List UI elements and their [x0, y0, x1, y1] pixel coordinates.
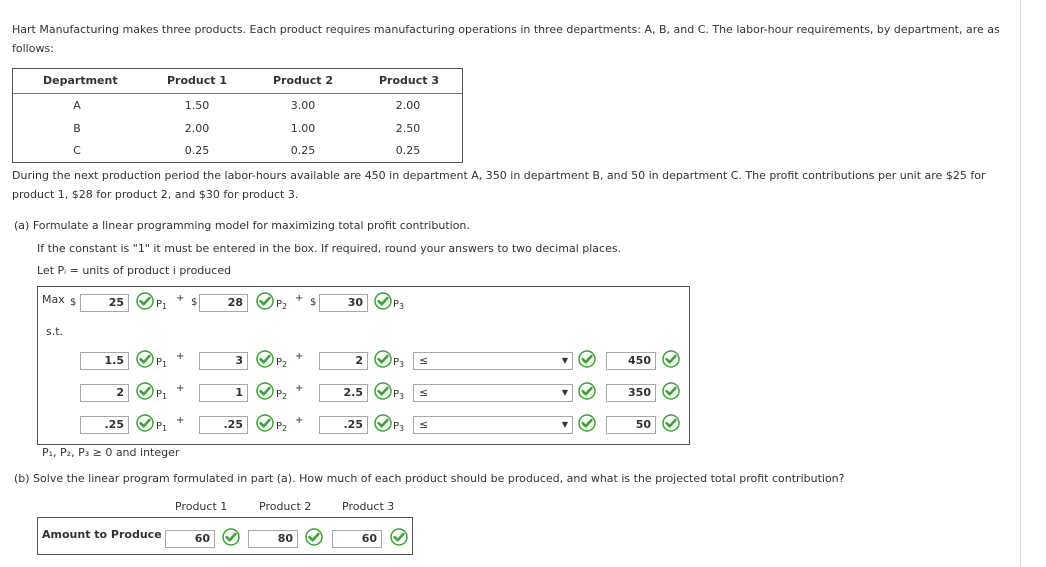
var-p2: $P_2$ [276, 389, 288, 401]
right-border [1020, 0, 1021, 567]
check-icon [578, 382, 596, 400]
var-p3: $P_3$ [393, 389, 405, 401]
plus-sign: + [295, 293, 304, 304]
header-product-2: Product 2 [259, 500, 312, 513]
var-p1: $P_1$ [156, 421, 168, 433]
objective-coef-p1[interactable]: 25 [80, 294, 129, 312]
check-icon [136, 292, 154, 310]
check-icon [136, 382, 154, 400]
plus-sign: + [295, 383, 304, 394]
check-icon [662, 350, 680, 368]
table-cell: 1.50 [184, 99, 210, 112]
plus-sign: + [176, 415, 185, 426]
check-icon [578, 414, 596, 432]
var-p1: $P_1$ [156, 299, 168, 311]
check-icon [390, 528, 408, 546]
chevron-down-icon: ▼ [561, 420, 568, 429]
part-a-instruction: If the constant is "1" it must be entered in the box. If required, round your answers to two decimal places. [37, 242, 622, 255]
constraint-1-coef-p1[interactable]: 1.5 [80, 352, 129, 370]
constraint-1-coef-p2[interactable]: 3 [199, 352, 248, 370]
table-cell: 1.00 [290, 122, 316, 135]
header-product-1: Product 1 [167, 74, 228, 87]
nonnegativity-constraint: P₁, P₂, P₃ ≥ 0 and integer [42, 446, 180, 459]
st-label: s.t. [46, 325, 64, 338]
check-icon [256, 382, 274, 400]
plus-sign: + [176, 293, 185, 304]
max-label: Max [42, 293, 65, 306]
constraint-2-rhs[interactable]: 350 [606, 384, 656, 402]
currency-sign: $ [191, 297, 198, 308]
var-p2: $P_2$ [276, 421, 288, 433]
intro-text: Hart Manufacturing makes three products. Each product requires manufacturing operations in three departments: A, B, and C. The labor-hour requirements, by department, are as follows: [12, 23, 1000, 55]
variable-definition: Let Pᵢ = units of product i produced [37, 264, 232, 277]
plus-sign: + [176, 351, 185, 362]
amount-product-2[interactable]: 80 [248, 530, 298, 548]
var-p3: $P_3$ [393, 421, 405, 433]
objective-coef-p3[interactable]: 30 [319, 294, 368, 312]
dept-c: C [73, 144, 81, 157]
chevron-down-icon: ▼ [561, 356, 568, 365]
plus-sign: + [295, 351, 304, 362]
check-icon [256, 414, 274, 432]
constraint-1-coef-p3[interactable]: 2 [319, 352, 368, 370]
table-cell: 0.25 [290, 144, 316, 157]
table-cell: 3.00 [290, 99, 316, 112]
dept-a: A [73, 99, 81, 112]
constraint-2-coef-p3[interactable]: 2.5 [319, 384, 368, 402]
check-icon [662, 382, 680, 400]
selected-relation: ≤ [419, 418, 429, 431]
problem-text: During the next production period the labor-hours available are 450 in department A, 350 in department B, and 50 in department C. The profit contributions per unit are $25 for product 1, $28 for product 2, and $30 for product 3. [12, 169, 986, 201]
constraint-2-coef-p2[interactable]: 1 [199, 384, 248, 402]
constraint-3-coef-p3[interactable]: .25 [319, 416, 368, 434]
var-p1: $P_1$ [156, 389, 168, 401]
check-icon [578, 350, 596, 368]
check-icon [374, 350, 392, 368]
header-department: Department [43, 74, 118, 87]
currency-sign: $ [70, 297, 77, 308]
labor-hours-table [12, 68, 463, 163]
constraint-1-rhs[interactable]: 450 [606, 352, 656, 370]
check-icon [256, 292, 274, 310]
table-cell: 2.50 [395, 122, 421, 135]
part-b-title: (b) Solve the linear program formulated in part (a). How much of each product should be produced, and what is the projected total profit contribution? [14, 472, 845, 485]
constraint-2-relation-select[interactable] [413, 384, 573, 402]
currency-sign: $ [310, 297, 317, 308]
constraint-3-rhs[interactable]: 50 [606, 416, 656, 434]
var-p3: $P_3$ [393, 357, 405, 369]
part-a-title: (a) Formulate a linear programming model for maximizing total profit contribution. [14, 219, 470, 232]
check-icon [256, 350, 274, 368]
constraint-3-relation-select[interactable] [413, 416, 573, 434]
selected-relation: ≤ [419, 386, 429, 399]
header-product-3: Product 3 [342, 500, 395, 513]
check-icon [222, 528, 240, 546]
amount-product-1[interactable]: 60 [165, 530, 215, 548]
check-icon [374, 382, 392, 400]
check-icon [136, 414, 154, 432]
var-p2: $P_2$ [276, 357, 288, 369]
constraint-3-coef-p1[interactable]: .25 [80, 416, 129, 434]
table-cell: 0.25 [184, 144, 210, 157]
var-p1: $P_1$ [156, 357, 168, 369]
check-icon [136, 350, 154, 368]
table-cell: 2.00 [184, 122, 210, 135]
table-cell: 0.25 [395, 144, 421, 157]
dept-b: B [73, 122, 81, 135]
amount-row-label: Amount to Produce [42, 528, 162, 541]
header-product-1: Product 1 [175, 500, 228, 513]
amount-product-3[interactable]: 60 [332, 530, 382, 548]
header-product-3: Product 3 [379, 74, 440, 87]
header-product-2: Product 2 [273, 74, 334, 87]
chevron-down-icon: ▼ [561, 388, 568, 397]
table-cell: 2.00 [395, 99, 421, 112]
plus-sign: + [295, 415, 304, 426]
var-p3: $P_3$ [393, 299, 405, 311]
header-rule [13, 93, 462, 94]
check-icon [305, 528, 323, 546]
objective-coef-p2[interactable]: 28 [199, 294, 248, 312]
constraint-3-coef-p2[interactable]: .25 [199, 416, 248, 434]
check-icon [374, 414, 392, 432]
constraint-1-relation-select[interactable] [413, 352, 573, 370]
check-icon [662, 414, 680, 432]
var-p2: $P_2$ [276, 299, 288, 311]
check-icon [374, 292, 392, 310]
constraint-2-coef-p1[interactable]: 2 [80, 384, 129, 402]
selected-relation: ≤ [419, 354, 429, 367]
plus-sign: + [176, 383, 185, 394]
